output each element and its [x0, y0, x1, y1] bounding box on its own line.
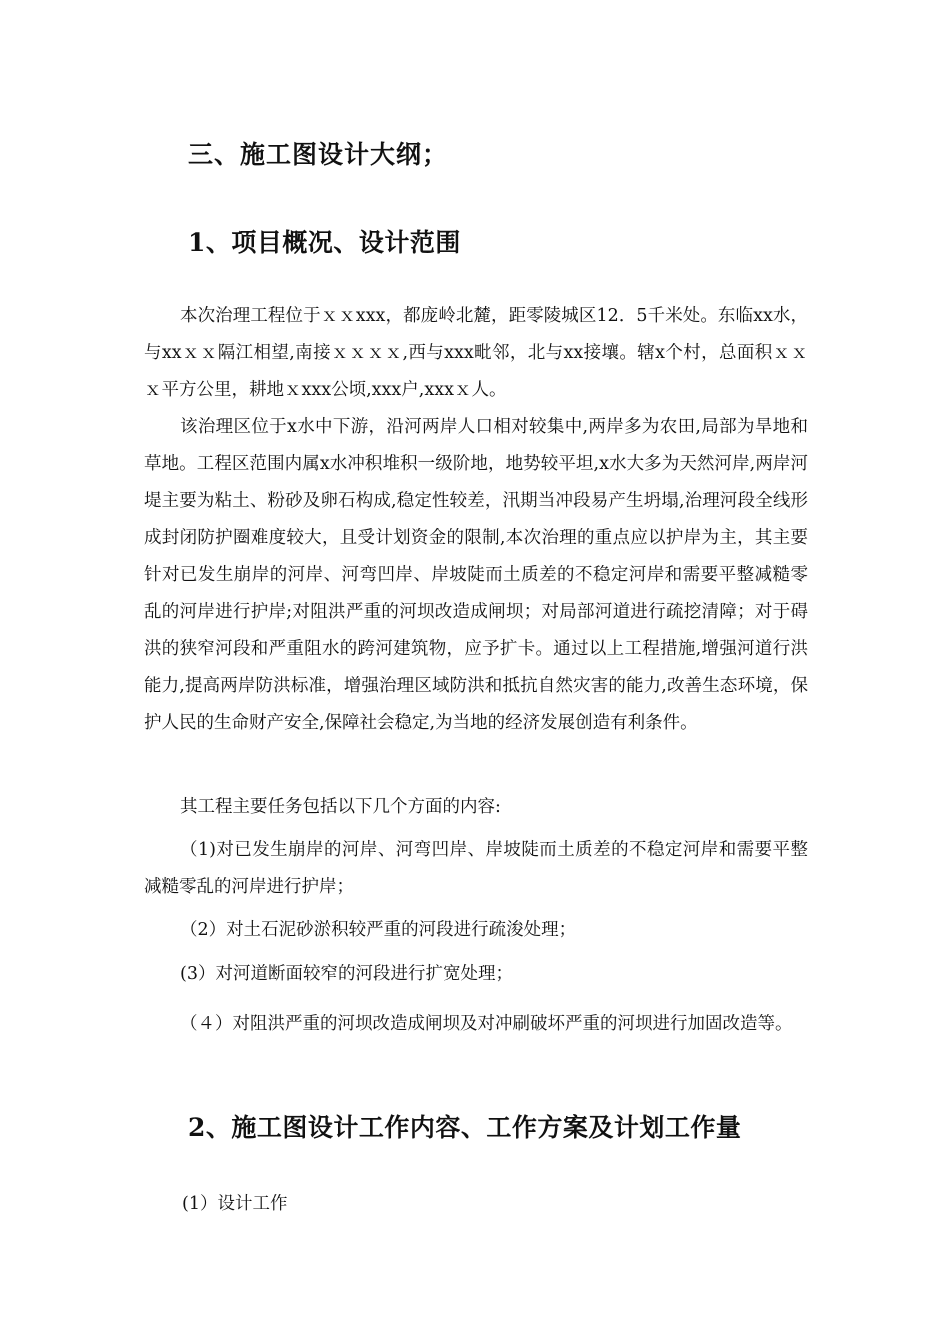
section-heading-design-work: 2、施工图设计工作内容、工作方案及计划工作量: [188, 1113, 742, 1142]
main-heading: 三、施工图设计大纲；: [188, 140, 449, 169]
subsection-heading-design-work: (1）设计工作: [182, 1194, 288, 1214]
paragraph-tasks-intro: 其工程主要任务包括以下几个方面的内容:: [180, 797, 501, 817]
section-heading-project-overview: 1、项目概况、设计范围: [188, 228, 461, 257]
paragraph-area-description: 该治理区位于x水中下游，沿河两岸人口相对较集中,两岸多为农田,局部为旱地和草地。工程区范围内属x水冲积堆积一级阶地，地势较平坦,x水大多为天然河岸,两岸河堤主要为粘土、粉砂及卵石构成,稳定性较差，汛期当冲段易产生坍塌,治理河段全线形成封闭防护圈难度较大，且受计划资金的限制,本次治理的重点应以护岸为主，其主要针对已发生崩岸的河岸、河弯凹岸、岸坡陡而土质差的不稳定河岸和需要平整减糙零乱的河岸进行护岸;对阻洪严重的河坝改造成闸坝；对局部河道进行疏挖清障；对于碍洪的狭窄河段和严重阻水的跨河建筑物，应予扩卡。通过以上工程措施,增强河道行洪能力,提高两岸防洪标准，增强治理区域防洪和抵抗自然灾害的能力,改善生态环境，保护人民的生命财产安全,保障社会稳定,为当地的经济发展创造有利条件。: [144, 417, 808, 733]
paragraph-location: 本次治理工程位于ｘｘxxx，都庞岭北麓，距零陵城区12．5千米处。东临xx水，与xxｘｘ隔江相望,南接ｘｘｘｘ,西与xxx毗邻，北与xx接壤。辖x个村，总面积ｘｘｘ平方公里，耕地ｘxxx公顷,xxx户,xxxｘ人。: [144, 306, 808, 400]
list-item: （1)对已发生崩岸的河岸、河弯凹岸、岸坡陡而土质差的不稳定河岸和需要平整减糙零乱的河岸进行护岸；: [144, 840, 808, 897]
list-item: (3）对河道断面较窄的河段进行扩宽处理；: [180, 964, 513, 984]
list-item: （2）对土石泥砂淤积较严重的河段进行疏浚处理；: [180, 920, 577, 940]
list-item: （４）对阻洪严重的河坝改造成闸坝及对冲刷破坏严重的河坝进行加固改造等。: [180, 1014, 793, 1034]
